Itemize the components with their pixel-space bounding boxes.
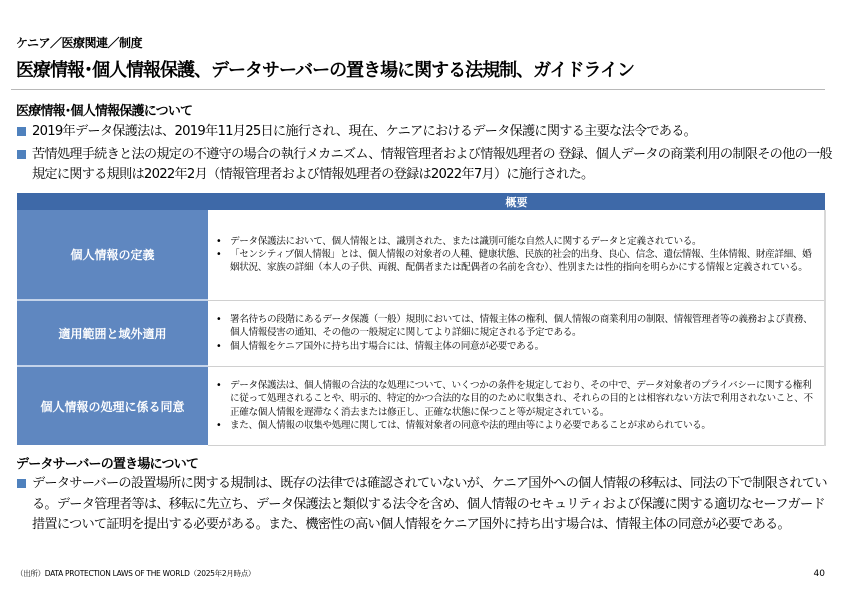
section-heading-privacy: 医療情報･個人情報保護について [16, 104, 193, 119]
item-text: 「センシティブ個人情報」とは、個人情報の対象者の人種、健康状態、民族的社会的出身、良心、信念、遺伝情報、生体情報、財産詳細、婚姻状況、家族の詳細（本人の子供、両親、配偶者または配偶者の名前を含む）、性別または性的指向を明らかにする情報と定義されている。 [230, 249, 812, 274]
dot-bullet-icon: • [216, 340, 222, 352]
list-item [16, 122, 832, 142]
table-row [17, 366, 825, 445]
table-header-overview: 概要 [208, 193, 825, 210]
title-divider [11, 89, 825, 90]
privacy-bullet-list [16, 122, 832, 185]
overview-table [17, 193, 826, 446]
page-number: 40 [813, 569, 825, 579]
item-text: 署名待ちの段階にあるデータ保護（一般）規則においては、情報主体の権利、個人情報の商業利用の制限、情報管理者等の義務および責務、個人情報侵害の通知、その他の一般規定に関してより詳細に規定される予定である。 [230, 314, 813, 339]
page-title: 医療情報･個人情報保護、データサーバーの置き場に関する法規制、ガイドライン [16, 60, 635, 81]
row-body-scope [208, 300, 825, 366]
item-text: データ保護法は、個人情報の合法的な処理について、いくつかの条件を規定しており、その中で、データ対象者のプライバシーに関する権利に従って処理されることや、明示的、特定的かつ合法的な目的のために収集され、それらの目的とは相容れない方法で利用されないこと、不正確な個人情報を遅滞なく消去または修正し、正確な状態に保つこと等が規定されている。 [230, 380, 813, 418]
bullet-text: 苦情処理手続きと法の規定の不遵守の場合の執行メカニズム、情報管理者および情報処理者の 登録、個人データの商業利用の制限その他の一般規定に関する規則は2022年2月（情報管理者および情報処理者の登録は2022年7月）に施行された。 [32, 147, 832, 182]
row-body-consent [208, 366, 825, 445]
list-item [212, 340, 818, 353]
list-item [212, 313, 818, 339]
table-row [17, 300, 825, 366]
bullet-text: データサーバーの設置場所に関する規制は、既存の法律では確認されていないが、ケニア国外への個人情報の移転は、同法の下で制限されている。データ管理者等は、移転に先立ち、データ保護法と類似する法令を含め、個人情報のセキュリティおよび保護に関する適切なセーフガード措置について証明を提出する必要がある。また、機密性の高い個人情報をケニア国外に持ち出す場合は、情報主体の同意が必要である。 [32, 476, 827, 532]
list-item [16, 145, 832, 185]
dot-bullet-icon: • [216, 380, 222, 392]
row-label-scope: 適用範囲と域外適用 [17, 300, 208, 366]
row-body-definition [208, 210, 825, 300]
dot-bullet-icon: • [216, 236, 222, 248]
breadcrumb: ケニア／医療関連／制度 [16, 36, 143, 50]
dot-bullet-icon: • [216, 419, 222, 431]
list-item [16, 474, 832, 536]
square-bullet-icon [17, 150, 26, 159]
list-item [212, 379, 818, 418]
table-header-blank [17, 193, 208, 210]
server-bullet-list [16, 474, 832, 536]
item-text: また、個人情報の収集や処理に関しては、情報対象者の同意や法的理由等により必要であることが求められている。 [230, 419, 711, 431]
list-item [212, 248, 818, 274]
dot-bullet-icon: • [216, 314, 222, 326]
source-footnote: （出所）DATA PROTECTION LAWS OF THE WORLD（2025年2月時点） [16, 569, 256, 578]
item-text: データ保護法において、個人情報とは、識別された、または識別可能な自然人に関するデータと定義されている。 [230, 236, 702, 248]
list-item [212, 419, 818, 432]
table-header-row [17, 193, 825, 210]
row-label-definition: 個人情報の定義 [17, 210, 208, 300]
item-text: 個人情報をケニア国外に持ち出す場合には、情報主体の同意が必要である。 [230, 340, 544, 352]
dot-bullet-icon: • [216, 249, 222, 261]
list-item [212, 235, 818, 248]
section-heading-server-location: データサーバーの置き場について [16, 457, 199, 472]
bullet-text: 2019年データ保護法は、2019年11月25日に施行され、現在、ケニアにおけるデータ保護に関する主要な法令である。 [32, 124, 697, 139]
square-bullet-icon [17, 127, 26, 136]
table-row [17, 210, 825, 300]
row-label-consent: 個人情報の処理に係る同意 [17, 366, 208, 445]
square-bullet-icon [17, 479, 26, 488]
